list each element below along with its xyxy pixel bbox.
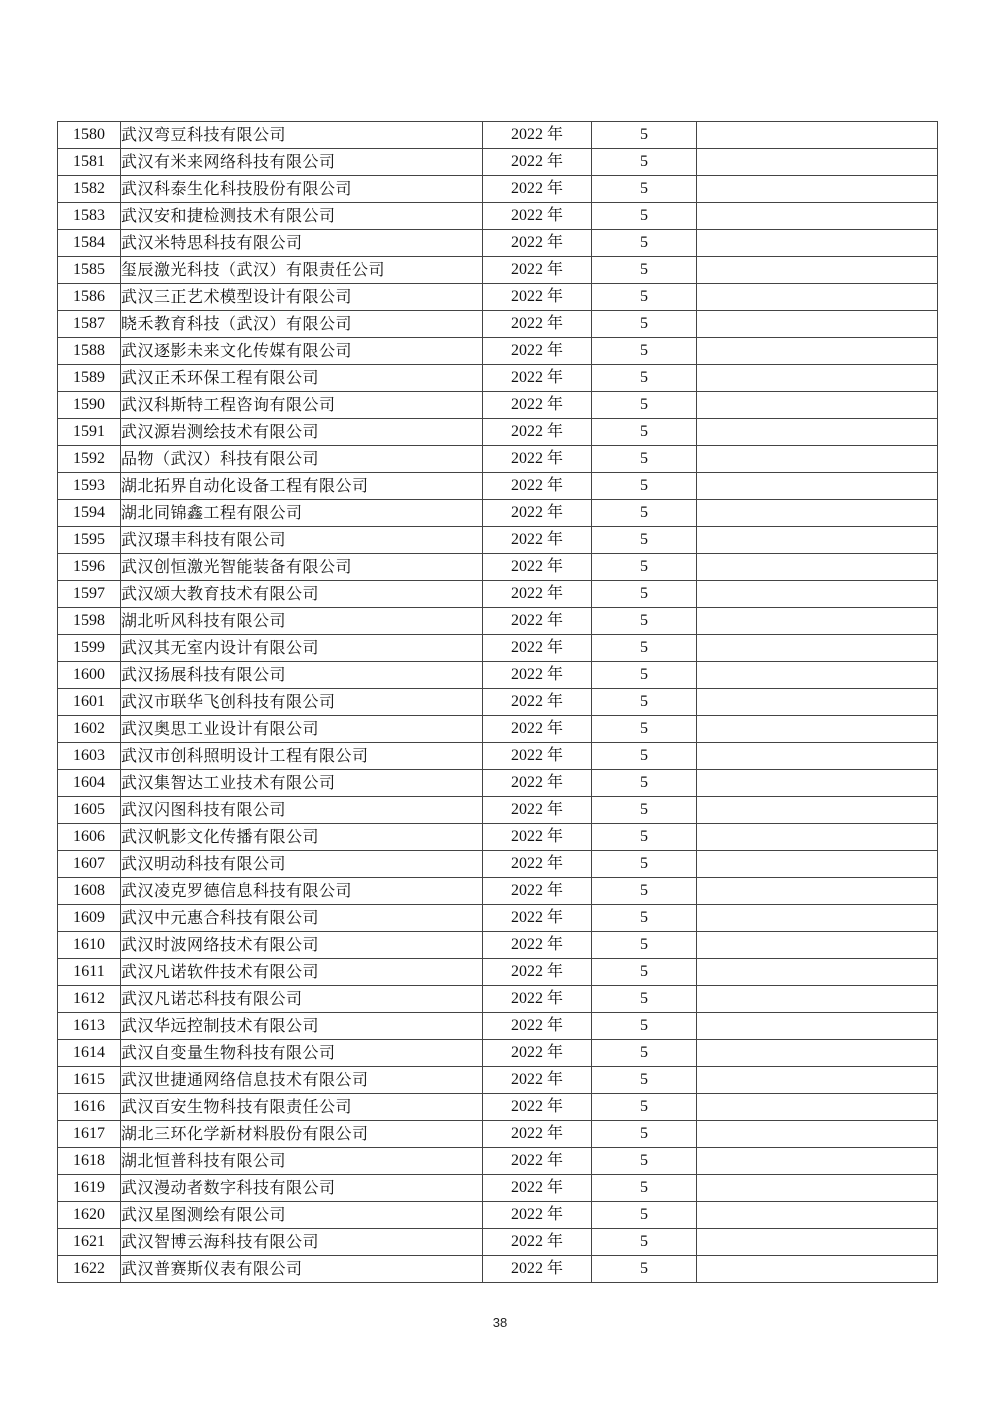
table-row — [58, 770, 938, 797]
company-name-cell: 武汉璟丰科技有限公司 — [121, 527, 483, 554]
company-name-cell: 武汉奥思工业设计有限公司 — [121, 716, 483, 743]
value-cell: 5 — [592, 257, 697, 284]
note-cell — [697, 986, 938, 1013]
table-row — [58, 311, 938, 338]
note-cell — [697, 500, 938, 527]
row-number-cell: 1586 — [58, 284, 121, 311]
company-name-cell: 武汉中元惠合科技有限公司 — [121, 905, 483, 932]
row-number-cell: 1590 — [58, 392, 121, 419]
row-number-cell: 1609 — [58, 905, 121, 932]
year-cell: 2022 年 — [483, 446, 592, 473]
year-cell: 2022 年 — [483, 1175, 592, 1202]
note-cell — [697, 1202, 938, 1229]
row-number-cell: 1593 — [58, 473, 121, 500]
note-cell — [697, 554, 938, 581]
row-number-cell: 1599 — [58, 635, 121, 662]
company-name-cell: 武汉创恒激光智能装备有限公司 — [121, 554, 483, 581]
company-name-cell: 武汉逐影未来文化传媒有限公司 — [121, 338, 483, 365]
row-number-cell: 1591 — [58, 419, 121, 446]
note-cell — [697, 1175, 938, 1202]
note-cell — [697, 1040, 938, 1067]
row-number-cell: 1620 — [58, 1202, 121, 1229]
value-cell: 5 — [592, 1175, 697, 1202]
row-number-cell: 1596 — [58, 554, 121, 581]
year-cell: 2022 年 — [483, 554, 592, 581]
year-cell: 2022 年 — [483, 932, 592, 959]
year-cell: 2022 年 — [483, 1202, 592, 1229]
note-cell — [697, 284, 938, 311]
table-row — [58, 527, 938, 554]
row-number-cell: 1606 — [58, 824, 121, 851]
year-cell: 2022 年 — [483, 473, 592, 500]
value-cell: 5 — [592, 608, 697, 635]
note-cell — [697, 932, 938, 959]
table-row — [58, 419, 938, 446]
company-name-cell: 武汉弯豆科技有限公司 — [121, 122, 483, 149]
table-row — [58, 500, 938, 527]
value-cell: 5 — [592, 365, 697, 392]
table-row — [58, 635, 938, 662]
value-cell: 5 — [592, 149, 697, 176]
year-cell: 2022 年 — [483, 1121, 592, 1148]
table-row — [58, 1202, 938, 1229]
note-cell — [697, 1094, 938, 1121]
year-cell: 2022 年 — [483, 419, 592, 446]
row-number-cell: 1598 — [58, 608, 121, 635]
year-cell: 2022 年 — [483, 851, 592, 878]
company-name-cell: 湖北听风科技有限公司 — [121, 608, 483, 635]
table-row — [58, 1094, 938, 1121]
value-cell: 5 — [592, 527, 697, 554]
row-number-cell: 1616 — [58, 1094, 121, 1121]
year-cell: 2022 年 — [483, 635, 592, 662]
value-cell: 5 — [592, 338, 697, 365]
table-row — [58, 1148, 938, 1175]
year-cell: 2022 年 — [483, 1256, 592, 1283]
table-row — [58, 743, 938, 770]
company-name-cell: 武汉星图测绘有限公司 — [121, 1202, 483, 1229]
page-number: 38 — [492, 1315, 508, 1330]
table-row — [58, 1067, 938, 1094]
year-cell: 2022 年 — [483, 392, 592, 419]
row-number-cell: 1619 — [58, 1175, 121, 1202]
company-name-cell: 武汉扬展科技有限公司 — [121, 662, 483, 689]
note-cell — [697, 851, 938, 878]
table-row — [58, 122, 938, 149]
note-cell — [697, 338, 938, 365]
year-cell: 2022 年 — [483, 284, 592, 311]
row-number-cell: 1601 — [58, 689, 121, 716]
company-name-cell: 武汉科泰生化科技股份有限公司 — [121, 176, 483, 203]
row-number-cell: 1580 — [58, 122, 121, 149]
year-cell: 2022 年 — [483, 527, 592, 554]
year-cell: 2022 年 — [483, 365, 592, 392]
company-name-cell: 武汉安和捷检测技术有限公司 — [121, 203, 483, 230]
year-cell: 2022 年 — [483, 878, 592, 905]
row-number-cell: 1615 — [58, 1067, 121, 1094]
row-number-cell: 1583 — [58, 203, 121, 230]
year-cell: 2022 年 — [483, 149, 592, 176]
note-cell — [697, 959, 938, 986]
company-name-cell: 武汉明动科技有限公司 — [121, 851, 483, 878]
value-cell: 5 — [592, 392, 697, 419]
row-number-cell: 1602 — [58, 716, 121, 743]
note-cell — [697, 257, 938, 284]
table-row — [58, 446, 938, 473]
company-name-cell: 晓禾教育科技（武汉）有限公司 — [121, 311, 483, 338]
value-cell: 5 — [592, 662, 697, 689]
company-name-cell: 湖北三环化学新材料股份有限公司 — [121, 1121, 483, 1148]
value-cell: 5 — [592, 1067, 697, 1094]
value-cell: 5 — [592, 581, 697, 608]
company-name-cell: 武汉有米来网络科技有限公司 — [121, 149, 483, 176]
year-cell: 2022 年 — [483, 230, 592, 257]
year-cell: 2022 年 — [483, 824, 592, 851]
company-name-cell: 湖北同锦鑫工程有限公司 — [121, 500, 483, 527]
table-row — [58, 1256, 938, 1283]
company-name-cell: 武汉市联华飞创科技有限公司 — [121, 689, 483, 716]
note-cell — [697, 311, 938, 338]
value-cell: 5 — [592, 689, 697, 716]
value-cell: 5 — [592, 500, 697, 527]
value-cell: 5 — [592, 959, 697, 986]
note-cell — [697, 365, 938, 392]
company-name-cell: 武汉凡诺软件技术有限公司 — [121, 959, 483, 986]
row-number-cell: 1595 — [58, 527, 121, 554]
company-name-cell: 武汉智博云海科技有限公司 — [121, 1229, 483, 1256]
value-cell: 5 — [592, 1148, 697, 1175]
year-cell: 2022 年 — [483, 905, 592, 932]
value-cell: 5 — [592, 743, 697, 770]
note-cell — [697, 581, 938, 608]
row-number-cell: 1613 — [58, 1013, 121, 1040]
table-row — [58, 905, 938, 932]
company-table — [57, 121, 938, 1283]
note-cell — [697, 635, 938, 662]
note-cell — [697, 419, 938, 446]
table-row — [58, 149, 938, 176]
note-cell — [697, 689, 938, 716]
company-name-cell: 玺辰激光科技（武汉）有限责任公司 — [121, 257, 483, 284]
table-row — [58, 689, 938, 716]
value-cell: 5 — [592, 851, 697, 878]
table-row — [58, 473, 938, 500]
year-cell: 2022 年 — [483, 662, 592, 689]
row-number-cell: 1605 — [58, 797, 121, 824]
company-name-cell: 武汉市创科照明设计工程有限公司 — [121, 743, 483, 770]
value-cell: 5 — [592, 932, 697, 959]
company-name-cell: 武汉米特思科技有限公司 — [121, 230, 483, 257]
note-cell — [697, 824, 938, 851]
year-cell: 2022 年 — [483, 1067, 592, 1094]
table-row — [58, 554, 938, 581]
year-cell: 2022 年 — [483, 338, 592, 365]
value-cell: 5 — [592, 311, 697, 338]
year-cell: 2022 年 — [483, 176, 592, 203]
row-number-cell: 1604 — [58, 770, 121, 797]
company-name-cell: 武汉普赛斯仪表有限公司 — [121, 1256, 483, 1283]
table-row — [58, 284, 938, 311]
company-name-cell: 武汉凡诺芯科技有限公司 — [121, 986, 483, 1013]
table-row — [58, 959, 938, 986]
value-cell: 5 — [592, 986, 697, 1013]
company-name-cell: 武汉源岩测绘技术有限公司 — [121, 419, 483, 446]
year-cell: 2022 年 — [483, 500, 592, 527]
row-number-cell: 1582 — [58, 176, 121, 203]
note-cell — [697, 446, 938, 473]
company-name-cell: 武汉帆影文化传播有限公司 — [121, 824, 483, 851]
company-name-cell: 武汉世捷通网络信息技术有限公司 — [121, 1067, 483, 1094]
row-number-cell: 1600 — [58, 662, 121, 689]
year-cell: 2022 年 — [483, 1148, 592, 1175]
company-table-body — [58, 122, 938, 1283]
year-cell: 2022 年 — [483, 122, 592, 149]
value-cell: 5 — [592, 878, 697, 905]
note-cell — [697, 176, 938, 203]
value-cell: 5 — [592, 284, 697, 311]
note-cell — [697, 662, 938, 689]
value-cell: 5 — [592, 1256, 697, 1283]
company-name-cell: 武汉凌克罗德信息科技有限公司 — [121, 878, 483, 905]
year-cell: 2022 年 — [483, 689, 592, 716]
year-cell: 2022 年 — [483, 311, 592, 338]
table-row — [58, 392, 938, 419]
note-cell — [697, 392, 938, 419]
row-number-cell: 1610 — [58, 932, 121, 959]
table-row — [58, 851, 938, 878]
value-cell: 5 — [592, 1094, 697, 1121]
table-row — [58, 365, 938, 392]
table-row — [58, 1175, 938, 1202]
company-name-cell: 武汉集智达工业技术有限公司 — [121, 770, 483, 797]
year-cell: 2022 年 — [483, 797, 592, 824]
company-name-cell: 武汉华远控制技术有限公司 — [121, 1013, 483, 1040]
year-cell: 2022 年 — [483, 257, 592, 284]
value-cell: 5 — [592, 1013, 697, 1040]
company-name-cell: 武汉时波网络技术有限公司 — [121, 932, 483, 959]
table-row — [58, 878, 938, 905]
company-name-cell: 湖北恒普科技有限公司 — [121, 1148, 483, 1175]
table-row — [58, 1013, 938, 1040]
note-cell — [697, 1229, 938, 1256]
year-cell: 2022 年 — [483, 770, 592, 797]
value-cell: 5 — [592, 1040, 697, 1067]
note-cell — [697, 1121, 938, 1148]
table-row — [58, 338, 938, 365]
company-name-cell: 湖北拓界自动化设备工程有限公司 — [121, 473, 483, 500]
table-row — [58, 986, 938, 1013]
year-cell: 2022 年 — [483, 1013, 592, 1040]
value-cell: 5 — [592, 554, 697, 581]
table-row — [58, 176, 938, 203]
company-name-cell: 武汉正禾环保工程有限公司 — [121, 365, 483, 392]
value-cell: 5 — [592, 1229, 697, 1256]
value-cell: 5 — [592, 1121, 697, 1148]
note-cell — [697, 770, 938, 797]
table-row — [58, 932, 938, 959]
note-cell — [697, 797, 938, 824]
table-row — [58, 716, 938, 743]
table-row — [58, 581, 938, 608]
company-name-cell: 品物（武汉）科技有限公司 — [121, 446, 483, 473]
note-cell — [697, 473, 938, 500]
year-cell: 2022 年 — [483, 1229, 592, 1256]
note-cell — [697, 527, 938, 554]
table-row — [58, 257, 938, 284]
note-cell — [697, 1256, 938, 1283]
row-number-cell: 1594 — [58, 500, 121, 527]
company-name-cell: 武汉三正艺术模型设计有限公司 — [121, 284, 483, 311]
table-row — [58, 230, 938, 257]
value-cell: 5 — [592, 1202, 697, 1229]
row-number-cell: 1587 — [58, 311, 121, 338]
note-cell — [697, 878, 938, 905]
value-cell: 5 — [592, 122, 697, 149]
company-name-cell: 武汉自变量生物科技有限公司 — [121, 1040, 483, 1067]
year-cell: 2022 年 — [483, 1094, 592, 1121]
value-cell: 5 — [592, 176, 697, 203]
year-cell: 2022 年 — [483, 608, 592, 635]
note-cell — [697, 230, 938, 257]
row-number-cell: 1603 — [58, 743, 121, 770]
note-cell — [697, 716, 938, 743]
row-number-cell: 1588 — [58, 338, 121, 365]
year-cell: 2022 年 — [483, 1040, 592, 1067]
value-cell: 5 — [592, 905, 697, 932]
note-cell — [697, 1067, 938, 1094]
note-cell — [697, 608, 938, 635]
note-cell — [697, 149, 938, 176]
year-cell: 2022 年 — [483, 581, 592, 608]
table-row — [58, 1040, 938, 1067]
company-name-cell: 武汉其无室内设计有限公司 — [121, 635, 483, 662]
table-row — [58, 662, 938, 689]
year-cell: 2022 年 — [483, 959, 592, 986]
table-row — [58, 797, 938, 824]
value-cell: 5 — [592, 797, 697, 824]
company-name-cell: 武汉科斯特工程咨询有限公司 — [121, 392, 483, 419]
row-number-cell: 1617 — [58, 1121, 121, 1148]
row-number-cell: 1589 — [58, 365, 121, 392]
year-cell: 2022 年 — [483, 716, 592, 743]
company-name-cell: 武汉颂大教育技术有限公司 — [121, 581, 483, 608]
row-number-cell: 1585 — [58, 257, 121, 284]
row-number-cell: 1622 — [58, 1256, 121, 1283]
row-number-cell: 1581 — [58, 149, 121, 176]
company-name-cell: 武汉百安生物科技有限责任公司 — [121, 1094, 483, 1121]
row-number-cell: 1618 — [58, 1148, 121, 1175]
company-name-cell: 武汉漫动者数字科技有限公司 — [121, 1175, 483, 1202]
table-row — [58, 1229, 938, 1256]
value-cell: 5 — [592, 716, 697, 743]
year-cell: 2022 年 — [483, 203, 592, 230]
value-cell: 5 — [592, 635, 697, 662]
year-cell: 2022 年 — [483, 743, 592, 770]
table-row — [58, 203, 938, 230]
table-row — [58, 1121, 938, 1148]
note-cell — [697, 1148, 938, 1175]
value-cell: 5 — [592, 230, 697, 257]
row-number-cell: 1584 — [58, 230, 121, 257]
value-cell: 5 — [592, 446, 697, 473]
row-number-cell: 1614 — [58, 1040, 121, 1067]
value-cell: 5 — [592, 203, 697, 230]
row-number-cell: 1611 — [58, 959, 121, 986]
note-cell — [697, 743, 938, 770]
company-name-cell: 武汉闪图科技有限公司 — [121, 797, 483, 824]
row-number-cell: 1621 — [58, 1229, 121, 1256]
row-number-cell: 1597 — [58, 581, 121, 608]
note-cell — [697, 905, 938, 932]
row-number-cell: 1608 — [58, 878, 121, 905]
note-cell — [697, 203, 938, 230]
row-number-cell: 1592 — [58, 446, 121, 473]
table-row — [58, 608, 938, 635]
row-number-cell: 1612 — [58, 986, 121, 1013]
value-cell: 5 — [592, 824, 697, 851]
value-cell: 5 — [592, 419, 697, 446]
table-row — [58, 824, 938, 851]
note-cell — [697, 122, 938, 149]
year-cell: 2022 年 — [483, 986, 592, 1013]
value-cell: 5 — [592, 473, 697, 500]
row-number-cell: 1607 — [58, 851, 121, 878]
note-cell — [697, 1013, 938, 1040]
value-cell: 5 — [592, 770, 697, 797]
